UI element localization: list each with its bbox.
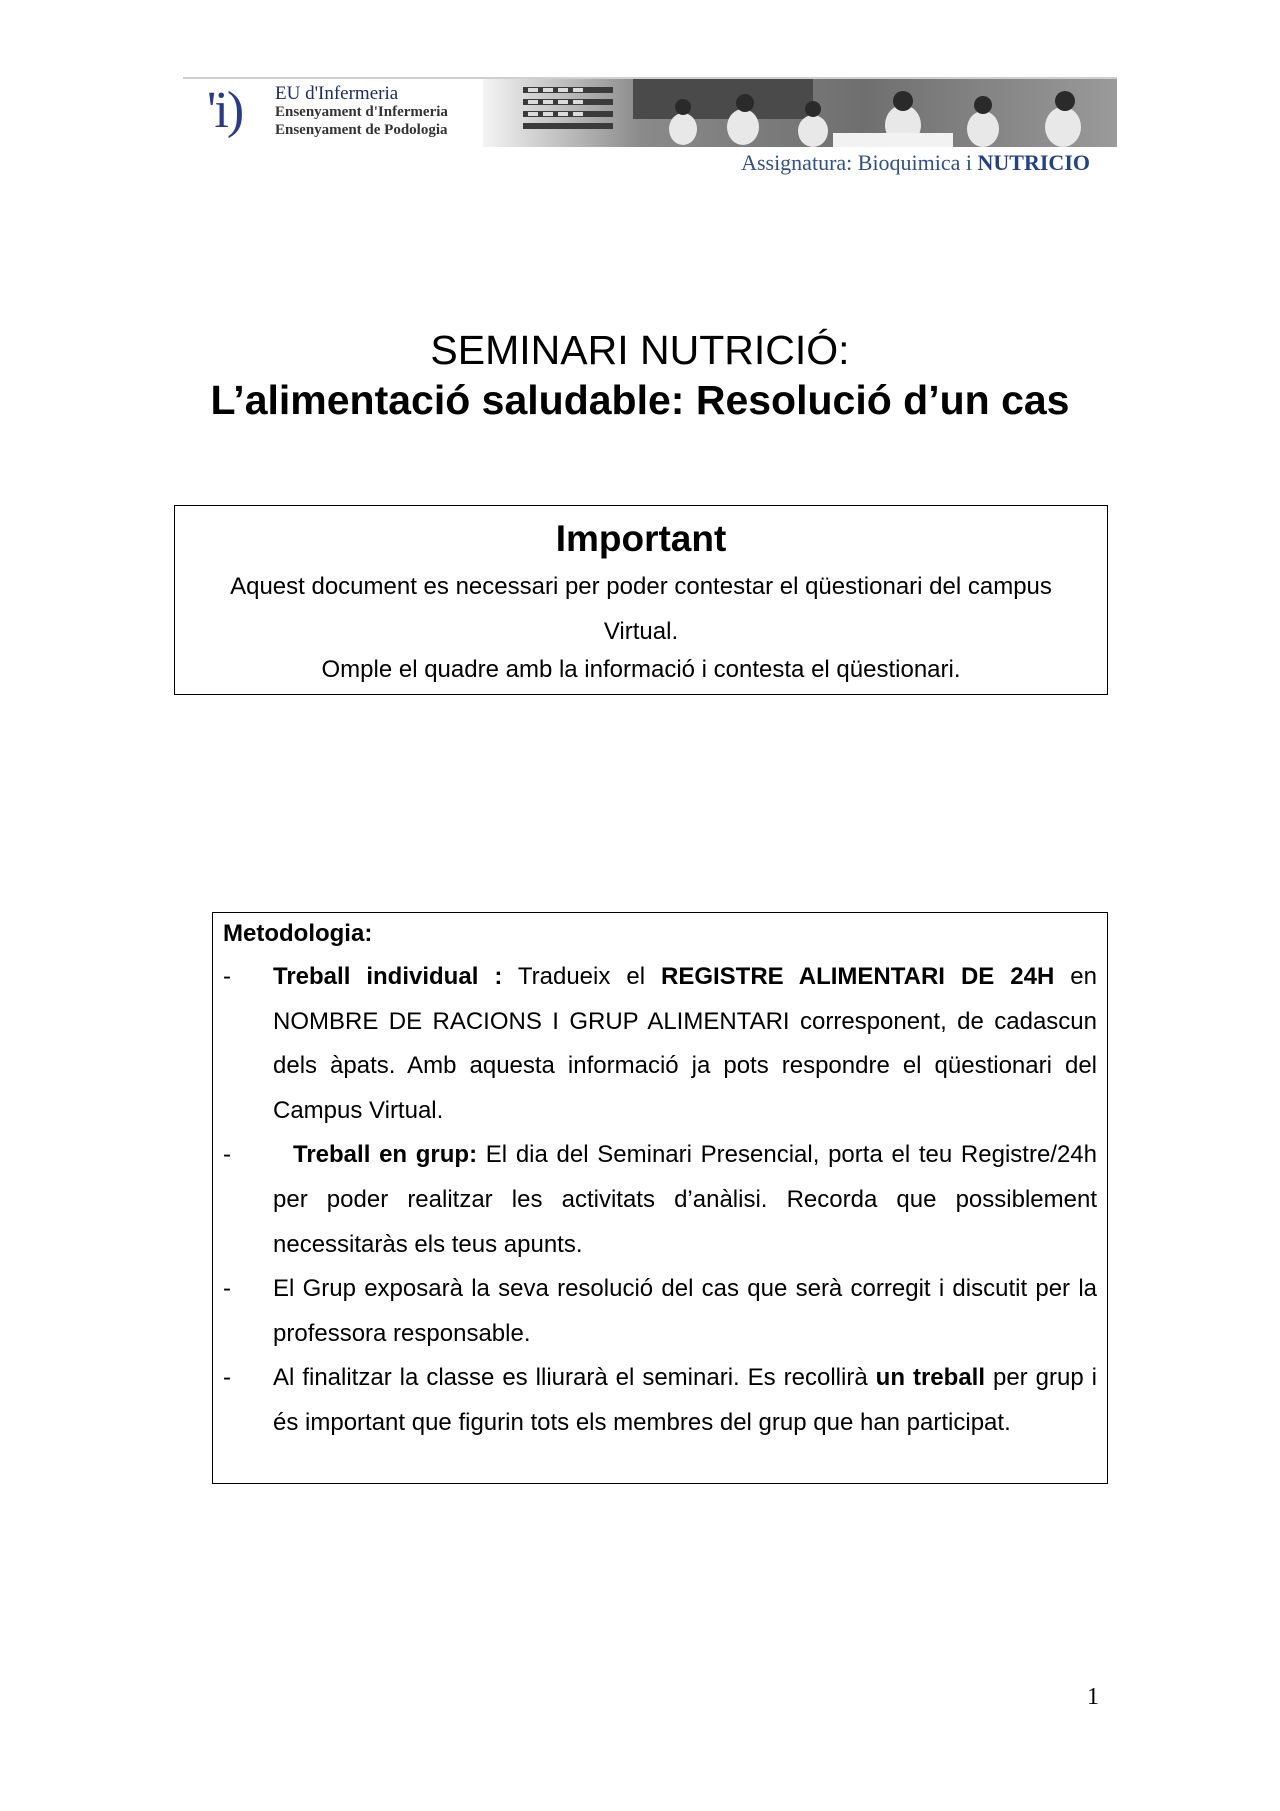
important-heading: Important bbox=[555, 518, 727, 559]
methodology-item bbox=[223, 955, 1097, 1133]
item-text: El dia del Seminari Presencial, porta el teu Registre/24h per poder realitzar les activitats d’anàlisi. Recorda que possiblement necessitaràs els teus apunts. bbox=[273, 1141, 1098, 1258]
methodology-item bbox=[223, 1356, 1097, 1445]
important-text: Omple el quadre amb la informació i contesta el qüestionari. bbox=[321, 656, 961, 683]
bold-text: Treball en grup: bbox=[293, 1141, 478, 1169]
school-logo: 'i) bbox=[207, 82, 243, 139]
methodology-heading: Metodologia: bbox=[223, 920, 373, 947]
methodology-item bbox=[223, 1267, 1097, 1356]
item-text: El Grup exposarà la seva resolució del cas que serà corregit i discutit per la professora responsable. bbox=[273, 1275, 1097, 1347]
subject-name: NUTRICIO bbox=[977, 150, 1090, 175]
list-dash: - bbox=[223, 1141, 231, 1169]
item-text: per grup i és important que figurin tots els membres del grup que han participat. bbox=[273, 1364, 1097, 1436]
document-subtitle: L’alimentació saludable: Resolució d’un cas bbox=[210, 377, 1070, 423]
item-text: en NOMBRE DE RACIONS I GRUP ALIMENTARI corresponent, de cadascun dels àpats. Amb aquesta informació ja pots respondre el qüestionari del Campus Virtual. bbox=[273, 963, 1097, 1124]
school-name-line: Ensenyament de Podologia bbox=[275, 122, 448, 138]
school-name bbox=[275, 85, 448, 139]
classroom-photo bbox=[483, 79, 1117, 147]
important-text: Aquest document es necessari per poder contestar el qüestionari del campus Virtual. bbox=[230, 573, 1052, 645]
list-dash: - bbox=[223, 1275, 231, 1303]
school-name-line: EU d'Infermeria bbox=[275, 83, 399, 104]
header-banner bbox=[183, 77, 1117, 147]
item-text: Al finalitzar la classe es lliurarà el seminari. Es recollirà bbox=[273, 1364, 876, 1392]
subject-header bbox=[741, 150, 1090, 176]
school-name-line: Ensenyament d'Infermeria bbox=[275, 104, 448, 120]
methodology-item bbox=[223, 1133, 1097, 1267]
list-dash: - bbox=[223, 963, 231, 990]
important-box bbox=[174, 505, 1108, 695]
bold-text: Treball individual : bbox=[273, 963, 503, 990]
methodology-box bbox=[212, 912, 1108, 1484]
list-dash: - bbox=[223, 1364, 231, 1392]
subject-prefix: Assignatura: Bioquimica i bbox=[741, 150, 978, 175]
page-number: 1 bbox=[1087, 1684, 1099, 1710]
document-title: SEMINARI NUTRICIÓ: bbox=[430, 327, 850, 373]
item-text: Tradueix el bbox=[502, 963, 661, 990]
bold-text: un treball bbox=[875, 1364, 985, 1392]
bold-text: REGISTRE ALIMENTARI DE 24H bbox=[661, 963, 1055, 990]
